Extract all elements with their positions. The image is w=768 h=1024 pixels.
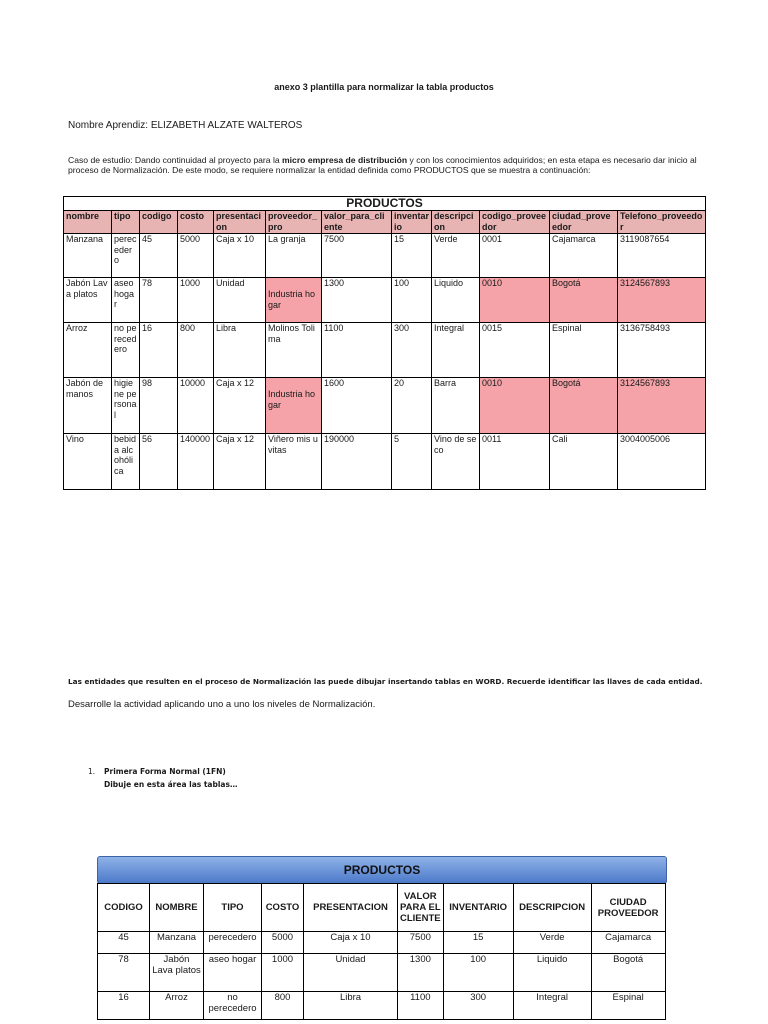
table1-cell: Jabón Lava platos — [64, 278, 112, 323]
table1-cell: Industria hogar — [266, 278, 322, 323]
case-study-paragraph — [68, 155, 708, 175]
table1-row — [64, 434, 706, 490]
table1-cell: 300 — [392, 323, 432, 378]
table2-cell: 16 — [98, 992, 150, 1020]
table1-header-cell: nombre — [64, 211, 112, 234]
table1-cell: higiene personal — [112, 378, 140, 434]
table1-cell: Molinos Tolima — [266, 323, 322, 378]
table1-cell: 800 — [178, 323, 214, 378]
table2-cell: Liquido — [513, 954, 591, 992]
table1-header-cell: codigo — [140, 211, 178, 234]
table1-cell: 1000 — [178, 278, 214, 323]
table1-cell: 20 — [392, 378, 432, 434]
student-name: ELIZABETH ALZATE WALTEROS — [150, 120, 303, 131]
table1-header-cell: presentacion — [214, 211, 266, 234]
table1-cell: Caja x 10 — [214, 234, 266, 278]
table1-cell: Integral — [432, 323, 480, 378]
table2-cell: Integral — [513, 992, 591, 1020]
table1-cell: 3004005006 — [618, 434, 706, 490]
table1-cell: 0010 — [480, 378, 550, 434]
table2-cell: Jabón Lava platos — [150, 954, 204, 992]
table2-header-cell: TIPO — [204, 884, 262, 932]
table1-cell: 5 — [392, 434, 432, 490]
table1-cell: 3136758493 — [618, 323, 706, 378]
table2-row — [98, 932, 666, 954]
table1-header-cell: codigo_proveedor — [480, 211, 550, 234]
table1-row — [64, 278, 706, 323]
table1-cell: perecedero — [112, 234, 140, 278]
table2-cell: 100 — [443, 954, 513, 992]
table1-cell: 15 — [392, 234, 432, 278]
table1-cell: 1600 — [322, 378, 392, 434]
table1-header-cell: Telefono_proveedor — [618, 211, 706, 234]
table1-cell: 1300 — [322, 278, 392, 323]
table1-cell: Cajamarca — [550, 234, 618, 278]
table2-cell: Manzana — [150, 932, 204, 954]
table1-cell: 45 — [140, 234, 178, 278]
table2-caption-banner: PRODUCTOS — [97, 856, 667, 884]
table1-cell: 0001 — [480, 234, 550, 278]
table2-cell: Espinal — [591, 992, 665, 1020]
table1-cell: Verde — [432, 234, 480, 278]
table2-cell: 7500 — [398, 932, 444, 954]
table1-cell: Vino — [64, 434, 112, 490]
table2-cell: 15 — [443, 932, 513, 954]
table2-row — [98, 954, 666, 992]
table2-cell: Arroz — [150, 992, 204, 1020]
table1-cell: 10000 — [178, 378, 214, 434]
table2-cell: 1300 — [398, 954, 444, 992]
table1-cell: 16 — [140, 323, 178, 378]
table1-cell: Unidad — [214, 278, 266, 323]
table2-header-cell: CODIGO — [98, 884, 150, 932]
table1-cell: Cali — [550, 434, 618, 490]
table2-cell: 78 — [98, 954, 150, 992]
table1-cell: 56 — [140, 434, 178, 490]
table1-header-cell: descripcion — [432, 211, 480, 234]
table1-cell: La granja — [266, 234, 322, 278]
table2-cell: Verde — [513, 932, 591, 954]
step-title-1fn: Primera Forma Normal (1FN) — [104, 767, 226, 776]
productos-source-table — [63, 196, 705, 490]
table1-cell: 3124567893 — [618, 278, 706, 323]
table1-row — [64, 234, 706, 278]
step-subtitle: Dibuje en esta área las tablas… — [104, 780, 238, 789]
table2-cell: Bogotá — [591, 954, 665, 992]
table2-cell: 1000 — [262, 954, 304, 992]
table1-header-cell: costo — [178, 211, 214, 234]
table2-header-cell: NOMBRE — [150, 884, 204, 932]
table1-row — [64, 323, 706, 378]
table2-cell: Cajamarca — [591, 932, 665, 954]
table2-cell: perecedero — [204, 932, 262, 954]
table1-cell: bebida alcohólica — [112, 434, 140, 490]
table1-cell: 98 — [140, 378, 178, 434]
table1-cell: 3119087654 — [618, 234, 706, 278]
table2-cell: no perecedero — [204, 992, 262, 1020]
student-name-line — [68, 120, 302, 131]
table2-cell: aseo hogar — [204, 954, 262, 992]
table1-cell: 5000 — [178, 234, 214, 278]
table2-cell: 800 — [262, 992, 304, 1020]
table1-caption: PRODUCTOS — [64, 197, 706, 211]
student-label: Nombre Aprendiz: — [68, 120, 149, 131]
table1-cell: Barra — [432, 378, 480, 434]
table2-cell: 300 — [443, 992, 513, 1020]
table1-cell: Jabón de manos — [64, 378, 112, 434]
table2-cell: 5000 — [262, 932, 304, 954]
table1-header-cell: tipo — [112, 211, 140, 234]
table2-cell: Libra — [304, 992, 398, 1020]
table1-cell: 100 — [392, 278, 432, 323]
case-text-suffix: y con los conocimientos adquiridos; en esta etapa es necesario dar inicio al proceso de Normalización. De este modo, se requiere normalizar la entidad definida como PRODUCTOS que se muestra a continuación: — [68, 155, 697, 175]
table1-cell: 78 — [140, 278, 178, 323]
table2-cell: Caja x 10 — [304, 932, 398, 954]
table1-cell: Libra — [214, 323, 266, 378]
table2-header-cell: INVENTARIO — [443, 884, 513, 932]
table1-row — [64, 378, 706, 434]
table2-row — [98, 992, 666, 1020]
table1-cell: Arroz — [64, 323, 112, 378]
table1-cell: no perecedero — [112, 323, 140, 378]
table1-cell: 190000 — [322, 434, 392, 490]
table2-cell: 45 — [98, 932, 150, 954]
develop-instruction: Desarrolle la actividad aplicando uno a uno los niveles de Normalización. — [68, 699, 376, 710]
table2-header-cell: VALOR PARA EL CLIENTE — [398, 884, 444, 932]
table2-cell: Unidad — [304, 954, 398, 992]
productos-1fn-table — [97, 883, 666, 1020]
table1-cell: 3124567893 — [618, 378, 706, 434]
case-text-bold: micro empresa de distribución — [282, 155, 408, 165]
table1-cell: 0015 — [480, 323, 550, 378]
table1-cell: Bogotá — [550, 278, 618, 323]
table1-header-cell: proveedor_pro — [266, 211, 322, 234]
table1-cell: 7500 — [322, 234, 392, 278]
table1-cell: 1100 — [322, 323, 392, 378]
table2-header-cell: DESCRIPCION — [513, 884, 591, 932]
table1-cell: 140000 — [178, 434, 214, 490]
table1-header-cell: valor_para_cliente — [322, 211, 392, 234]
step-number: 1. — [88, 767, 96, 776]
table1-cell: 0011 — [480, 434, 550, 490]
table1-cell: Industria hogar — [266, 378, 322, 434]
table1-cell: Caja x 12 — [214, 434, 266, 490]
table2-header-cell: CIUDAD PROVEEDOR — [591, 884, 665, 932]
table1-cell: Viñero mis uvitas — [266, 434, 322, 490]
case-text-prefix: Caso de estudio: Dando continuidad al proyecto para la — [68, 155, 283, 165]
table2-header-cell: COSTO — [262, 884, 304, 932]
table2-cell: 1100 — [398, 992, 444, 1020]
table1-cell: Vino de seco — [432, 434, 480, 490]
table1-cell: Manzana — [64, 234, 112, 278]
table2-header-cell: PRESENTACION — [304, 884, 398, 932]
draw-tables-instruction: Las entidades que resulten en el proceso de Normalización las puede dibujar insertando tablas en WORD. Recuerde identificar las llaves de cada entidad. — [68, 677, 703, 686]
table1-cell: Caja x 12 — [214, 378, 266, 434]
table1-header-cell: inventario — [392, 211, 432, 234]
table1-cell: aseo hogar — [112, 278, 140, 323]
table1-cell: 0010 — [480, 278, 550, 323]
table1-cell: Liquido — [432, 278, 480, 323]
table1-header-cell: ciudad_proveedor — [550, 211, 618, 234]
table1-cell: Bogotá — [550, 378, 618, 434]
document-title: anexo 3 plantilla para normalizar la tabla productos — [274, 82, 494, 92]
table1-cell: Espinal — [550, 323, 618, 378]
